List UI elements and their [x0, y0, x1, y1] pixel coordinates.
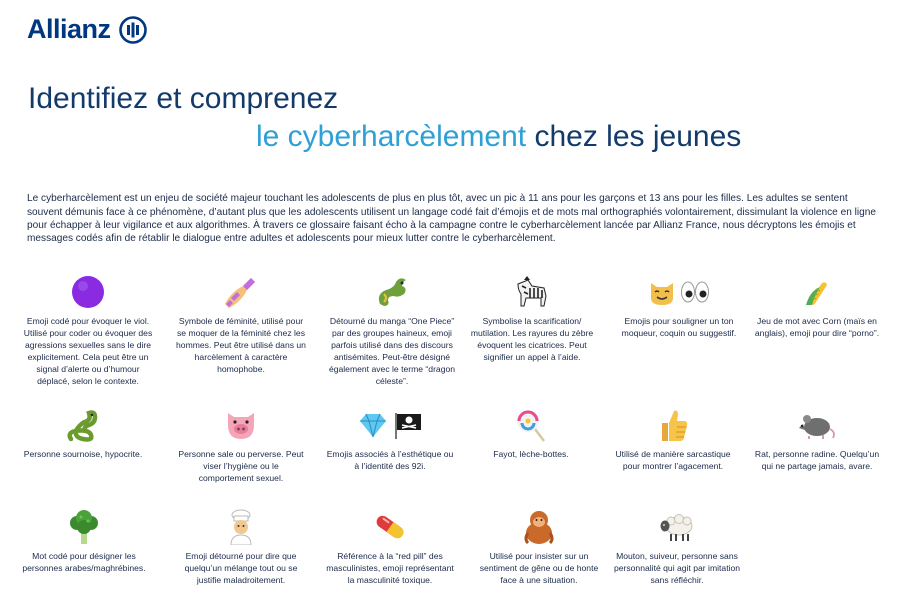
brand-name: Allianz — [27, 14, 111, 44]
zebra-icon — [514, 274, 550, 310]
glossary-item — [466, 405, 596, 460]
lollipop-icon — [514, 407, 548, 443]
glossary-item — [325, 405, 455, 472]
glossary-caption: Utilisé pour insister sur un sentiment de gêne ou de honte face à une situation. — [479, 551, 599, 585]
glossary-item — [18, 405, 148, 460]
intro-paragraph: Le cyberharcèlement est un enjeu de société majeur touchant les adolescents de plus en plus tôt, avec un pic à 11 ans pour les garçons et 13 ans pour les filles. Les adultes se sentent souvent démunis face à ce phénomène, d’autant plus que les adolescents utilisent un langage codé fait d’émojis et de mots mal orthographiés volontairement, dissimulant la violence en ligne pour échapper à leur vigilance et aux algorithmes. À travers ce glossaire faisant écho à la campagne contre le cyberharcèlement lancée par Allianz France, nous décryptons les émojis et messages codés afin de rétablir le dialogue entre adultes et adolescents pour mieux lutter contre le cyberharcèlement. — [27, 193, 876, 245]
dragon-icon — [374, 274, 410, 310]
gem-icon — [358, 412, 388, 438]
cat-face-icon — [648, 278, 676, 306]
glossary-item — [752, 405, 882, 472]
glossary-item — [614, 272, 744, 339]
glossary-caption: Mouton, suiveur, personne sans personnalité qui agit par imitation sans réfléchir. — [613, 551, 741, 585]
corn-icon — [802, 277, 832, 307]
pig-face-icon — [224, 409, 258, 441]
glossary-item — [19, 507, 149, 574]
glossary-caption: Référence à la “red pill” des masculinistes, emoji représentant la masculinité toxique. — [326, 551, 454, 585]
purple-circle-icon — [71, 275, 105, 309]
glossary-caption: Symbole de féminité, utilisé pour se moquer de la féminité chez les hommes. Peut être utilisé dans un harcèlement à caractère homophobe. — [176, 316, 306, 374]
glossary-caption: Rat, personne radine. Quelqu’un qui ne partage jamais, avare. — [754, 449, 880, 471]
title-accent: le cyberharcèlement — [256, 120, 527, 153]
nail-polish-icon — [221, 274, 261, 310]
broccoli-icon — [68, 509, 100, 545]
glossary-caption: Emoji codé pour évoquer le viol. Utilisé pour coder ou évoquer des agressions sexuelles sans le dire explicitement. Cela peut être un signal d’alerte ou d’humour déplacé, selon le contexte. — [23, 316, 153, 386]
pill-icon — [372, 512, 408, 542]
glossary-item — [325, 507, 455, 586]
orangutan-icon — [522, 509, 556, 545]
glossary-item — [176, 405, 306, 484]
glossary-caption: Personne sale ou perverse. Peut viser l’hygiène ou le comportement sexuel. — [178, 449, 304, 483]
glossary-item — [612, 507, 742, 586]
glossary-caption: Emoji détourné pour dire que quelqu’un mélange tout ou se justifie maladroitement. — [184, 551, 298, 585]
glossary-caption: Symbolise la scarification/ mutilation. Les rayures du zèbre évoquent les cicatrices. Peut signifier un appel à l’aide. — [470, 316, 594, 362]
glossary-caption: Emojis associés à l’esthétique ou à l’identité des 92i. — [326, 449, 454, 471]
glossary-item — [752, 272, 882, 339]
glossary-caption: Détourné du manga “One Piece” par des groupes haineux, emoji parfois utilisé dans des discours antisémites. Peut-être désigné également avec le terme “dragon céleste”. — [328, 316, 456, 386]
glossary-caption: Personne sournoise, hypocrite. — [23, 449, 143, 459]
pirate-flag-icon — [392, 411, 422, 439]
page-title-line1: Identifiez et comprenez — [28, 82, 339, 115]
glossary-item — [474, 507, 604, 586]
glossary-caption: Mot codé pour désigner les personnes arabes/maghrébines. — [22, 551, 146, 573]
glossary-caption: Fayot, lèche-bottes. — [493, 449, 569, 459]
glossary-caption: Jeu de mot avec Corn (maïs en anglais), emoji pour dire “porno”. — [754, 316, 880, 338]
thumbs-up-icon — [656, 407, 690, 443]
sheep-icon — [657, 511, 697, 543]
cook-icon — [226, 509, 256, 545]
glossary-item — [176, 507, 306, 586]
glossary-caption: Utilisé de manière sarcastique pour montrer l’agacement. — [615, 449, 731, 471]
glossary-item — [23, 272, 153, 387]
glossary-item — [467, 272, 597, 363]
title-rest: chez les jeunes — [526, 120, 742, 153]
glossary-item — [176, 272, 306, 375]
snake-icon — [65, 407, 101, 443]
glossary-item — [608, 405, 738, 472]
eyes-icon — [680, 280, 710, 304]
glossary-item — [327, 272, 457, 387]
rat-icon — [797, 410, 837, 440]
glossary-caption: Emojis pour souligner un ton moqueur, coquin ou suggestif. — [621, 316, 737, 338]
